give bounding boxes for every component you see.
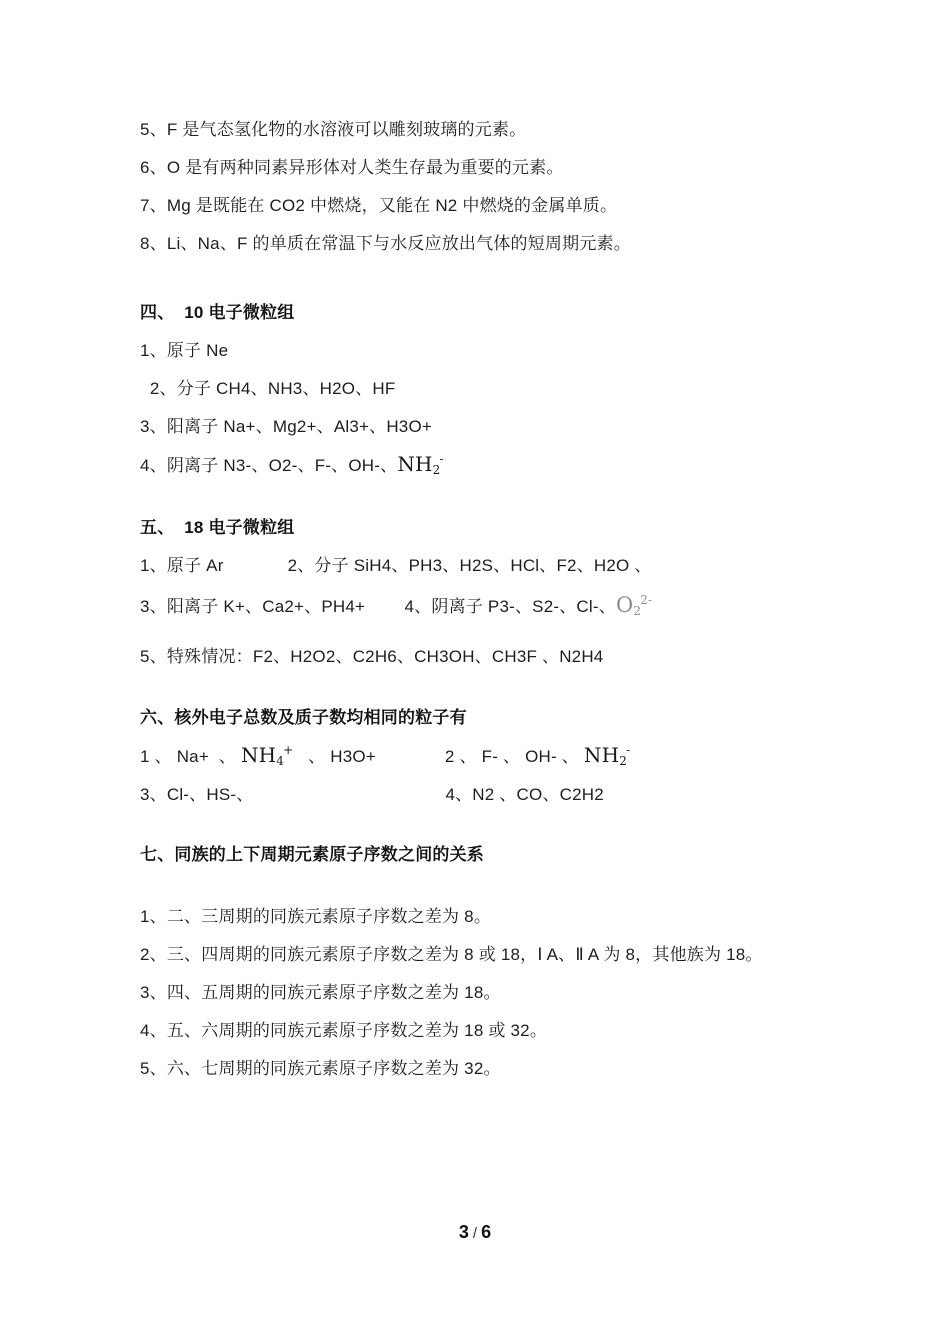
- chemical-formula: $NH_4^+$: [240, 743, 294, 768]
- section-heading: 四、 10 电子微粒组: [140, 303, 295, 322]
- page-footer: [0, 1222, 950, 1243]
- chemical-formula: $NH_2^-$: [583, 743, 631, 768]
- text-line: 5、特殊情况：F2、H2O2、C2H6、CH3OH、CH3F 、N2H4: [140, 647, 604, 666]
- text-line: 3、Cl-、HS-、 4、N2 、CO、C2H2: [140, 785, 604, 804]
- section-element-statements: [140, 118, 885, 256]
- text-line: 3、四、五周期的同族元素原子序数之差为 18。: [140, 983, 501, 1002]
- text-line: 1、二、三周期的同族元素原子序数之差为 8。: [140, 907, 492, 926]
- chemical-formula: $O_2^{2-}$: [615, 593, 653, 618]
- text-line: 3、阳离子 Na+、Mg2+、Al3+、H3O+: [140, 417, 433, 436]
- text-line: 4、阴离子 N3-、O2-、F-、OH-、$NH_2^-$: [140, 452, 444, 477]
- text-line: 1 、 Na+ 、 $NH_4^+$ 、 H3O+ 2 、 F- 、 OH- 、 $NH_2^-$: [140, 743, 631, 768]
- section-heading: 七、同族的上下周期元素原子序数之间的关系: [140, 845, 484, 864]
- page-number-separator: /: [472, 1225, 478, 1242]
- text-line: 2、三、四周期的同族元素原子序数之差为 8 或 18，Ⅰ A、Ⅱ A 为 8，其他族为 18。: [140, 945, 763, 964]
- text-line: 8、Li、Na、F 的单质在常温下与水反应放出气体的短周期元素。: [140, 234, 631, 253]
- section-heading: 六、核外电子总数及质子数均相同的粒子有: [140, 708, 467, 727]
- section-same-electron-proton: [140, 706, 885, 807]
- text-line: 6、O 是有两种同素异形体对人类生存最为重要的元素。: [140, 158, 564, 177]
- text-line: 5、F 是气态氢化物的水溶液可以雕刻玻璃的元素。: [140, 120, 527, 139]
- text-line: 1、原子 Ar 2、分子 SiH4、PH3、H2S、HCl、F2、H2O 、: [140, 556, 652, 575]
- text-line: 1、原子 Ne: [140, 341, 229, 360]
- section-heading: 五、 18 电子微粒组: [140, 518, 295, 537]
- text-line: 2、分子 CH4、NH3、H2O、HF: [140, 379, 396, 398]
- text-line: 5、六、七周期的同族元素原子序数之差为 32。: [140, 1059, 501, 1078]
- text-line: 3、阳离子 K+、Ca2+、PH4+ 4、阴离子 P3-、S2-、Cl-、$O_2^{2-}$: [140, 593, 653, 618]
- chemical-formula: $NH_2^-$: [397, 452, 444, 477]
- section-period-relation: [140, 843, 885, 1081]
- section-18-electron-group: [140, 516, 885, 669]
- page-number-current: 3: [458, 1222, 469, 1242]
- text-line: 4、五、六周期的同族元素原子序数之差为 18 或 32。: [140, 1021, 548, 1040]
- section-10-electron-group: [140, 301, 885, 478]
- page-number-total: 6: [481, 1222, 492, 1242]
- text-line: 7、Mg 是既能在 CO2 中燃烧，又能在 N2 中燃烧的金属单质。: [140, 196, 618, 215]
